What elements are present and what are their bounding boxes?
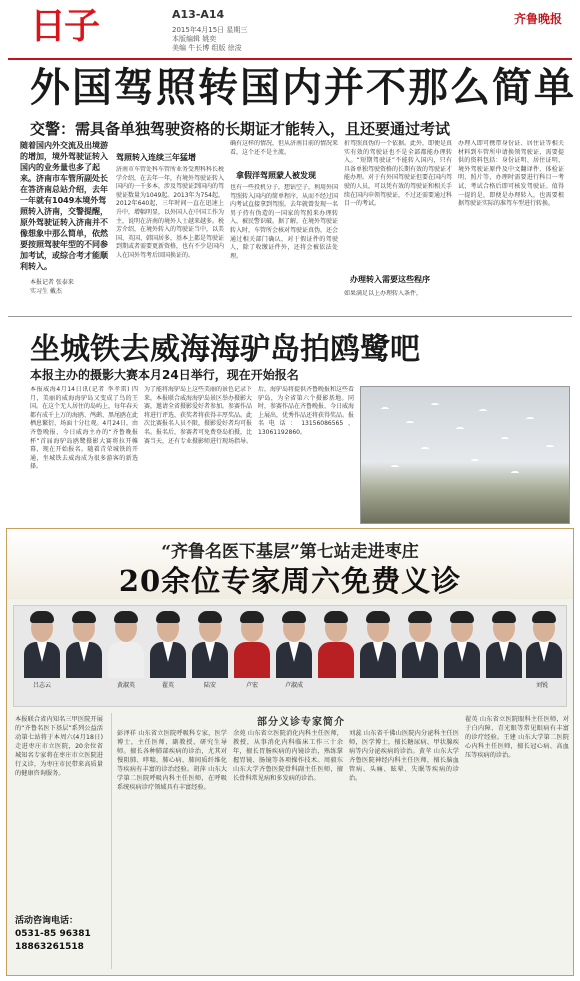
doctor-portrait: [274, 610, 314, 678]
contact-label: 活动咨询电话：: [15, 916, 79, 926]
doctor-portrait: [22, 610, 62, 678]
contact-phone-1: 0531-85 96381: [15, 929, 91, 939]
bird-mark: [431, 403, 439, 407]
brand-name: 齐鲁晚报: [513, 12, 562, 26]
story1-subhead: 交警：需具备单独驾驶资格的长期证才能转入，且还要通过考试: [30, 120, 451, 138]
date-line: 2015年4月15日 星期三: [172, 26, 248, 34]
doctor-portrait: [148, 610, 188, 678]
doctor-name: 刘锐: [535, 682, 548, 689]
expert-intro-heading: 部分义诊专家简介: [257, 717, 345, 728]
story1-col2-text: 也有一些投机分子，想钻空子，利用外国驾照转入国内的简单程序，从而不经过国内考试直接拿到驾照。去年就曾发现一名男子持有伪造的一国家的驾照来办理转入，被民警识破。据了解，在境外驾驶证转入时，车管所会核对驾驶证真伪，还会通过相关部门确认，对于假证件的驾驶人，除了收缴证件外，还将会被依法处理。: [230, 184, 338, 260]
story2-col1-text: 本报威海4月14日讯(记者 李孝雷) 四月，美丽的威海海驴岛又变成了鸟的王国。在这个无人居住的岛屿上，每年春天都有成千上万的海鸥、鸬鹚、黑尾鸥在此栖息繁衍，场面十分壮观。4月24日，由齐鲁晚报、今日威海主办的“齐鲁晚报杯”首届海驴岛鸥鹭摄影大赛将拉开帷幕，现在开始报名。随着青荣城铁的开通，坐城铁去威海成为很多游客的新选择。: [30, 386, 138, 471]
doctor-portrait: [442, 610, 482, 678]
doctor-portrait: [400, 610, 440, 678]
bird-mark: [406, 421, 414, 425]
doctor-portrait: [524, 610, 564, 678]
header-rule: [8, 58, 572, 60]
story2-col2-text: 为了能将海驴岛上这些美丽的景色记录下来，本报联合威海海驴岛景区举办摄影大赛，邀请全省摄影爱好者参加。参赛作品将进行评选，获奖者将获得丰厚奖品。此次比赛报名人员不限，摄影爱好者均可报名。报名后，参赛者可免费登岛拍摄，比赛当天，还有专业摄影师进行现场指导。: [144, 386, 252, 445]
free-clinic-ad: [6, 528, 574, 976]
ad-intro-text: 本报联合省内知名三甲医院开展的“齐鲁名医下基层”系列公益活动第七站将于本周六(4月18日)走进枣庄市立医院，20余位省城知名专家将在枣庄市立医院进行义诊，为枣庄市民带来高质量的健康咨询服务。: [15, 716, 103, 777]
designer-line: 美编 牛长博 组版 徐浚: [172, 44, 242, 52]
bird-mark: [381, 407, 389, 411]
doctor-portrait: [316, 610, 356, 678]
story1-col5-text: 办理入即可携带身份证、居住证等相关材料到车管所申请换领驾驶证，需要提供的资料包括：身份证明、居住证明、境外驾驶证原件及中文翻译件、体检证明、照片等，办理时需要进行科目一考试，考试合格后即可核发驾驶证。值得一提的是，即便是办理转入，也需要根据驾驶证实际的准驾车型进行转换。: [458, 140, 564, 208]
expert-column-d: 翟英 山东省立医院眼科主任医师，对于白内障、青光眼等常见眼病有丰富的诊疗经验。王建 山东大学第二医院心内科主任医师，擅长冠心病、高血压等疾病的诊治。: [465, 716, 569, 759]
seabird-island-photo: [360, 386, 570, 524]
paper-logo: 日子: [30, 5, 99, 47]
expert-column-b: 余苑 山东省立医院消化内科主任医师，教授，从事消化内科临床工作三十余年，擅长胃肠疾病的内镜诊治，熟练掌握胃镜、肠镜等各项操作技术。周毅东 山东大学齐鲁医院骨科副主任医师，擅长骨科常见病和多发病的诊治。: [233, 730, 343, 782]
doctor-name: 翟英: [161, 682, 174, 689]
story1-col3-text: 确有这样的情况，但从济南目前的情况来看，这个还不是主流。: [230, 140, 338, 156]
doctor-name: 卢宏: [245, 682, 258, 689]
expert-column-c: 刘蕊 山东省千佛山医院内分泌科主任医师，医学博士，擅长糖尿病、甲状腺疾病等内分泌疾病的诊治。黄苹 山东大学齐鲁医院神经内科主任医师，擅长脑血管病、头痛、眩晕、失眠等疾病的诊治。: [349, 730, 459, 782]
bird-mark: [546, 445, 554, 449]
byline-intern: 实习生 戴杰: [30, 288, 62, 295]
bird-mark: [511, 471, 519, 475]
ad-intro-column: [15, 715, 105, 967]
contact-block: [15, 915, 91, 954]
story1-col4-text: 折驾照真伪的一个依据。此外，即便是真实有效的驾驶证也不是全部都能办理转入。“短期驾驶证”不能转入国内，只有具备单独驾驶资格的长期有效的驾驶证才能办理。对于有外国驾驶证但要在国内驾驶的人员，可以凭有效的驾驶证和相关手续在国内申领驾驶证，不过还需要通过科目一的考试。: [344, 140, 452, 208]
editor-line: 本版编辑 姚奕: [172, 35, 217, 43]
doctor-portrait: [484, 610, 524, 678]
doctor-name: 吕志云: [32, 682, 51, 689]
byline-reporter: 本报记者 张泰来: [30, 279, 74, 286]
story1-col2-head: 拿假洋驾照蒙人被发现: [236, 171, 316, 180]
expert-column-a: 彭泽祥 山东省立医院呼吸科专家，医学博士，主任医师，副教授，研究生导师。擅长各种肺部疾病的诊治，尤其对慢阻肺、哮喘、肺心病、肺间质纤维化等疾病有丰富的诊治经验。胡萍 山东大学第二医院呼吸内科主任医师，在呼吸系统疾病诊疗领域具有丰富经验。: [117, 730, 227, 791]
story2-headline: 坐城铁去威海海驴岛拍鸥鹭吧: [30, 332, 420, 367]
page-number: A13-A14: [172, 8, 225, 21]
bird-mark: [471, 459, 479, 463]
doctor-name: 黄淑英: [116, 682, 135, 689]
story1-byline: [30, 278, 74, 296]
story1-headline: 外国驾照转国内并不那么简单: [30, 64, 576, 111]
story1-lead: 随着国内外交流及出境游的增加，境外驾驶证转入国内的业务量也多了起来。济南市车管所副处长在答济南总站介绍，去年一年就有1049本境外驾照转入济南，交警提醒，原外驾驶证转入济南并不像想象中那么简单，依然要按照驾驶年型的不同参加考试，或综合考才能顺利转入。: [20, 141, 108, 271]
doctor-portrait: [106, 610, 146, 678]
doctor-portrait: [190, 610, 230, 678]
section-divider: [8, 316, 572, 317]
doctor-name: 陆安: [203, 682, 216, 689]
story1-col4-head: 办理转入需要这些程序: [350, 275, 430, 284]
bird-mark: [501, 437, 509, 441]
story2-col3-text: 后，海驴岛将提供齐鲁晚报和这些看驴岛，为全省第六个摄影基地。同时，参赛作品在齐鲁晚报、今日威海上展出，优秀作品还将获得奖品。报名电话：13156086565、13061192860。: [258, 386, 354, 436]
contact-phone-2: 18863261518: [15, 942, 84, 952]
story1-col1-text: 济南市车管处科车管所业务受理科科长税学介绍，在去年一年，有境外驾驶证转入国内的一千多本，涉及驾驶证到国内的驾驶证数量为1049起。2013年为754起，2012年640起，三年时间一直在迅速上升中，增幅明显，以外国人在中国工作为主，说明在济南的境外人士越来越多。税芳介绍，在境外转入的驾驶证当中，以美国、英国、韩国居多，基本上都是驾驶证到期或者需要更新资格，也有不少是国内人在国外驾考后回国换证的。: [116, 166, 224, 259]
ad-title-small: “齐鲁名医下基层”第七站走进枣庄: [161, 542, 419, 562]
doctor-name: 卢淑成: [284, 682, 303, 689]
story2-subhead: 本报主办的摄影大赛本月24日举行，现在开始报名: [30, 368, 299, 382]
ad-title-large: 20余位专家周六免费义诊: [118, 564, 462, 598]
column-divider: [111, 713, 112, 969]
story1-col1-head: 驾照转入连续三年猛增: [116, 153, 196, 162]
doctor-portrait: [232, 610, 272, 678]
story1-col4-text2: 如果满足以上办理转入条件，: [344, 290, 423, 297]
bird-mark: [456, 427, 464, 431]
doctor-portrait: [358, 610, 398, 678]
masthead: [0, 0, 580, 60]
ad-banner: [7, 529, 573, 599]
doctor-photo-strip: [13, 605, 567, 707]
bird-mark: [391, 465, 399, 469]
bird-mark: [479, 409, 487, 413]
bird-mark: [526, 417, 534, 421]
bird-mark: [421, 447, 429, 451]
doctor-portrait: [64, 610, 104, 678]
date-info: [172, 26, 247, 53]
